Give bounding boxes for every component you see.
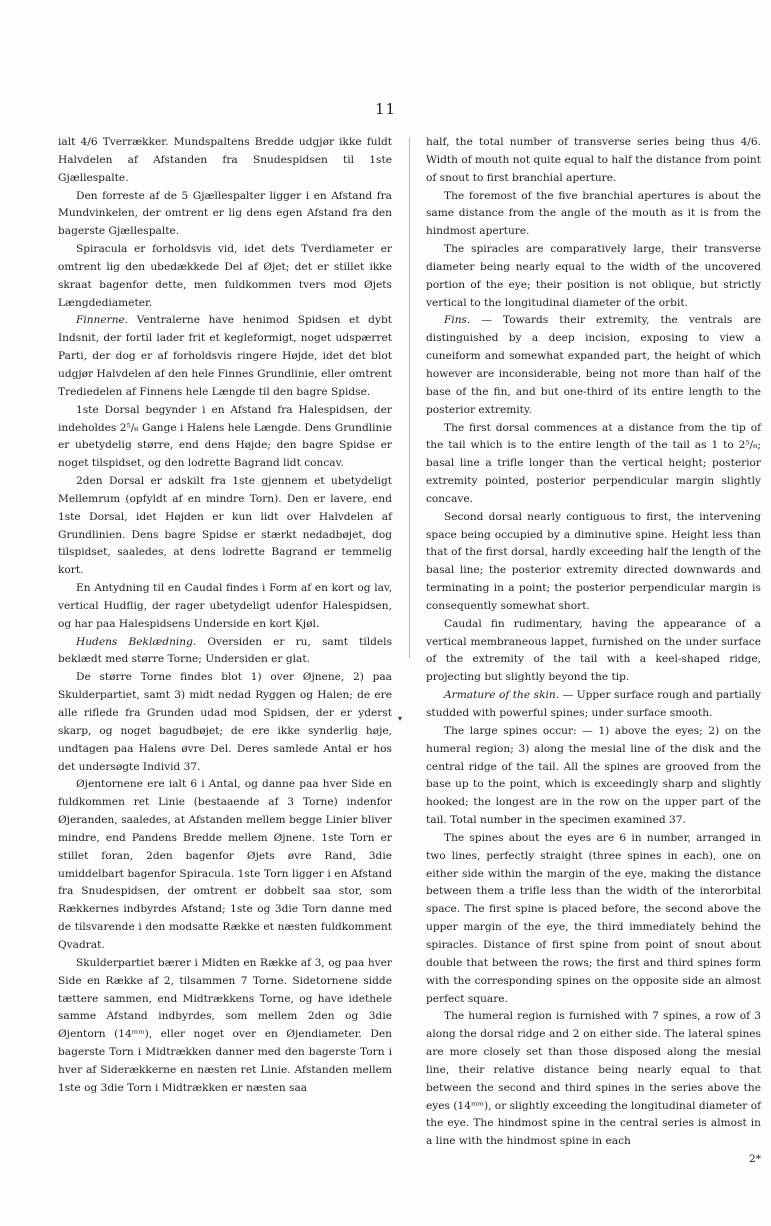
paragraph — [58, 473, 392, 580]
continuation-mark: 2* — [748, 1153, 761, 1166]
paragraph — [426, 723, 761, 830]
paragraph-text: — Upper surface rough and partially studded with powerful spines; under surface smooth. — [426, 689, 761, 719]
paragraph-text: Second dorsal nearly contiguous to first, the intervening space being occupied by a diminutive spine. Height less than that of the first dorsal, hardly exceeding half the length of the basal line; the posterior extremity directed downwards and terminating in a point; the posterior perpendicular margin is consequently somewhat short. — [426, 510, 761, 612]
paragraph-text: The large spines occur: — 1) above the eyes; 2) on the humeral region; 3) along the mesial line of the disk and the central ridge of the tail. All the spines are grooved from the base up to the point, which is exceedingly sharp and slightly hooked; the longest are in the row on the upper part of the tail. Total number in the specimen examined 37. — [426, 724, 761, 827]
continuation-mark-line — [426, 1151, 761, 1169]
paragraph-text: Øjentornene ere ialt 6 i Antal, og danne paa hver Side en fuldkommen ret Linie (bestaaende af 3 Torne) indenfor Øjeranden, saaledes, at Afstanden mellem begge Linier bliver mindre, end Pandens Bredde mellem Øjnene. 1ste Torn er stillet foran, 2den bagenfor Øjets øvre Rand, 3die umiddelbart bagenfor Spiracula. 1ste Torn ligger i en Afstand fra Snudespidsen, der omtrent er dobbelt saa stor, som Rækkernes indbyrdes Afstand; 1ste og 3die Torn danne med de tilsvarende i den modsatte Række et næsten fuldkomment Qvadrat. — [58, 778, 392, 951]
paragraph — [426, 687, 761, 723]
paragraph-text: half, the total number of transverse series being thus 4/6. Width of mouth not quite equal to half the distance from point of snout to first branchial aperture. — [426, 136, 761, 184]
paragraph — [58, 955, 392, 1098]
section-heading: Hudens Beklædning. — [76, 635, 197, 648]
paragraph — [426, 134, 761, 188]
paragraph — [58, 669, 392, 776]
paragraph — [58, 402, 392, 473]
paragraph-text: Oversiden er ru, samt tildels beklædt med større Torne; Undersiden er glat. — [58, 635, 393, 666]
paragraph-text: Den forreste af de 5 Gjællespalter ligger i en Afstand fra Mundvinkelen, der omtrent er lig dens egen Afstand fra den bagerste Gjællespalte. — [58, 189, 392, 238]
paragraph-text: — Towards their extremity, the ventrals are distinguished by a deep incision, exposing to view a cuneiform and somewhat expanded part, the height of which however are inconsiderable, being not more than half of the base of the fin, and but one-third of its entire length to the posterior extremity. — [426, 314, 761, 416]
right-column-english — [426, 134, 761, 1169]
paragraph-text: The humeral region is furnished with 7 spines, a row of 3 along the dorsal ridge and 2 on either side. The lateral spines are more closely set than those disposed along the mesial line, their relative distance being nearly equal to that between the second and third spines in the series above the eyes (14ᵐᵐ), or slightly exceeding the longitudinal diameter of the eye. The hindmost spine in the central series is almost in a line with the hindmost spine in each — [426, 1010, 761, 1148]
paragraph — [58, 312, 392, 401]
paragraph-text: De større Torne findes blot 1) over Øjnene, 2) paa Skulderpartiet, samt 3) midt nedad Ryggen og Halen; de ere alle riflede fra Grunden udad mod Spidsen, der er yderst skarp, og noget bagudbøjet; de ere ikke synderlig høje, undtagen paa Halens øvre Del. Deres samlede Antal er hos det undersøgte Individ 37. — [58, 671, 392, 773]
paragraph — [426, 830, 761, 1008]
paragraph — [426, 420, 761, 509]
paragraph — [426, 1008, 761, 1151]
paragraph — [426, 188, 761, 242]
paragraph-text: En Antydning til en Caudal findes i Form af en kort og lav, vertical Hudflig, der rager ubetydeligt udenfor Halespidsen, og har paa Halespidsens Underside en kort Kjøl. — [58, 582, 392, 630]
paragraph-text: The spiracles are comparatively large, their transverse diameter being nearly equal to the width of the uncovered portion of the eye; their position is not oblique, but strictly vertical to the longitudinal diameter of the orbit. — [426, 243, 761, 309]
paragraph — [58, 634, 392, 670]
paragraph-text: Spiracula er forholdsvis vid, idet dets Tverdiameter er omtrent lig den ubedækkede Del af Øjet; det er stillet ikke skraat bagenfor dette, men fuldkommen tvers mod Øjets Længdediameter. — [58, 243, 392, 309]
page-number: 11 — [374, 100, 397, 118]
paragraph — [58, 188, 392, 242]
paragraph-text: The spines about the eyes are 6 in number, arranged in two lines, perfectly straight (three spines in each), one on either side within the margin of the eye, making the distance between them a trifle less than the width of the interorbital space. The first spine is placed before, the second above the upper margin of the eye, the third immediately behind the spiracles. Distance of first spine from point of snout about double that between the rows; the first and third spines form with the corresponding spines on the opposite side an almost perfect square. — [426, 831, 761, 1005]
paragraph — [426, 509, 761, 616]
paragraph-text: ialt 4/6 Tverrækker. Mundspaltens Bredde udgjør ikke fuldt Halvdelen af Afstanden fra Snudespidsen til 1ste Gjællespalte. — [58, 136, 392, 184]
paragraph-text: 1ste Dorsal begynder i en Afstand fra Halespidsen, der indeholdes 2⁵/₆ Gange i Halens hele Længde. Dens Grundlinie er ubetydelig større, end dens Højde; den bagre Spidse er noget tilspidset, og den lodrette Bagrand lidt concav. — [58, 403, 392, 470]
section-heading: Finnerne. — [76, 314, 129, 327]
paragraph-text: Ventralerne have henimod Spidsen et dybt Indsnit, der fortil lader frit et kegleformigt, noget udspærret Parti, der dog er af forholdsvis ringere Højde, idet det blot udgjør Halvdelen af den hele Finnes Grundlinie, eller omtrent Trediedelen af Finnens hele Længde til den bagre Spidse. — [58, 314, 392, 398]
left-column-norwegian — [58, 134, 392, 1098]
paragraph-text: The foremost of the five branchial apertures is about the same distance from the angle of the mouth as it is from the hindmost aperture. — [426, 189, 761, 238]
paragraph-text: Caudal fin rudimentary, having the appearance of a vertical membraneous lappet, furnished on the under surface of the extremity of the tail with a keel-shaped ridge, projecting but slightly beyond the tip. — [426, 617, 761, 684]
section-heading: Fins. — [444, 314, 471, 327]
paragraph — [426, 312, 761, 419]
paragraph — [58, 776, 392, 954]
section-heading: Armature of the skin. — [444, 689, 560, 702]
paragraph — [426, 241, 761, 312]
paragraph-text: The first dorsal commences at a distance from the tip of the tail which is to the entire length of the tail as 1 to 2⁵/₆; basal line a trifle longer than the vertical height; posterior extremity pointed, posterior perpendicular margin slightly concave. — [426, 421, 761, 505]
paragraph — [58, 580, 392, 634]
paragraph-text: 2den Dorsal er adskilt fra 1ste gjennem et ubetydeligt Mellemrum (opfyldt af en mindre Torn). Den er lavere, end 1ste Dorsal, idet Højden er kun lidt over Halvdelen af Grundlinien. Dens bagre Spidse er stærkt nedadbøjet, dog tilspidset, saaledes, at dens lodrette Bagrand er temmelig kort. — [58, 475, 392, 577]
paragraph — [58, 241, 392, 312]
column-divider — [409, 138, 410, 658]
paragraph — [58, 134, 392, 188]
footer-mark: ▾ — [398, 714, 403, 723]
paragraph-text: Skulderpartiet bærer i Midten en Række af 3, og paa hver Side en Række af 2, tilsammen 7 Torne. Sidetornene sidde tættere sammen, end Midtrækkens Torne, og have idethele samme Afstand indbyrdes, som mellem 2den og 3die Øjentorn (14ᵐᵐ), eller noget over en Øjendiameter. Den bagerste Torn i Midtrækken danner med den bagerste Torn i hver af Siderækkerne en næsten ret Linie. Afstanden mellem 1ste og 3die Torn i Midtrækken er næsten saa — [58, 956, 392, 1094]
paragraph — [426, 616, 761, 687]
